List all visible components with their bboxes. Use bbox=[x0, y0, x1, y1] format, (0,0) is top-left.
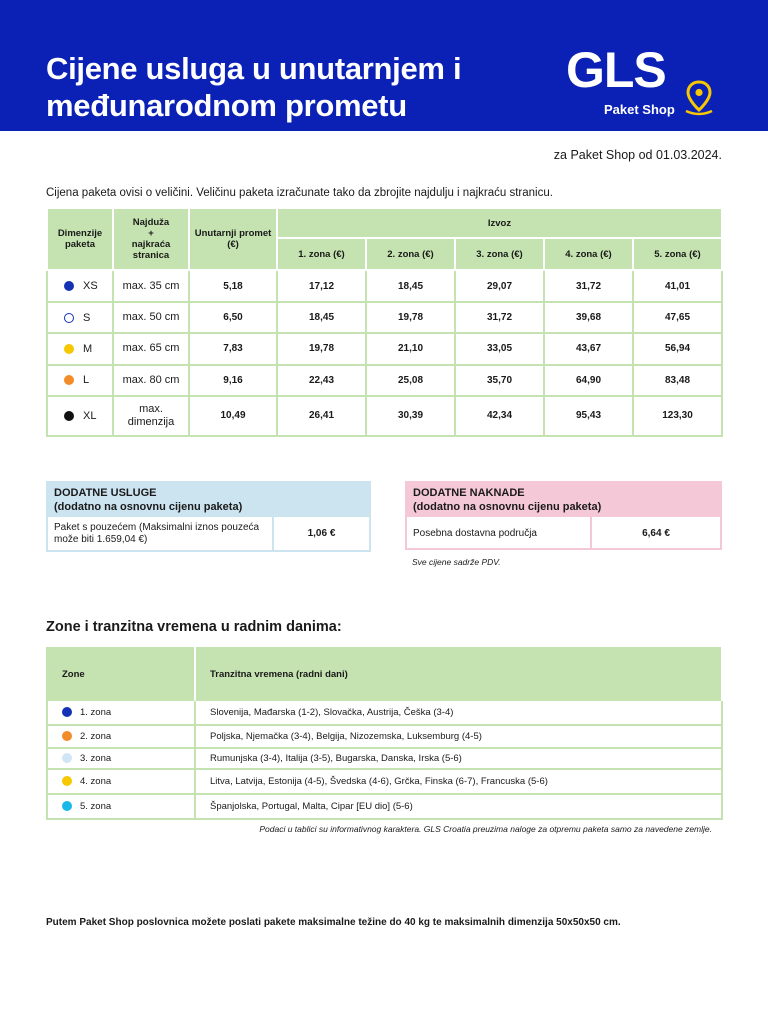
zone-dot-icon bbox=[62, 801, 72, 811]
zone-1-price-cell: 17,12 bbox=[277, 270, 366, 302]
zone-name-cell bbox=[47, 769, 195, 794]
zone-2-price-cell: 21,10 bbox=[366, 333, 455, 364]
col-longest-plus-shortest: Najduža + najkraća stranica bbox=[113, 208, 189, 270]
additional-services-box bbox=[46, 481, 371, 552]
price-table bbox=[46, 207, 723, 437]
special-area-row bbox=[407, 517, 720, 550]
col-domestic: Unutarnji promet (€) bbox=[189, 208, 277, 270]
title-line-2: međunarodnom prometu bbox=[46, 88, 407, 123]
size-label: L bbox=[83, 374, 90, 387]
max-size-cell: max. 50 cm bbox=[113, 302, 189, 333]
domestic-price-cell: 9,16 bbox=[189, 365, 277, 396]
zone-dot-icon bbox=[62, 753, 72, 763]
max-size-cell: max. 65 cm bbox=[113, 333, 189, 364]
additional-fees-box bbox=[405, 481, 722, 550]
zone-row bbox=[47, 748, 722, 769]
gls-logo bbox=[566, 42, 726, 125]
col-transit-times: Tranzitna vremena (radni dani) bbox=[195, 648, 722, 700]
header-banner bbox=[0, 0, 768, 131]
size-cell bbox=[47, 270, 113, 302]
zone-dot-icon bbox=[62, 707, 72, 717]
domestic-price-cell: 7,83 bbox=[189, 333, 277, 364]
zone-2-price-cell: 25,08 bbox=[366, 365, 455, 396]
size-dot-icon bbox=[64, 344, 74, 354]
zone-row bbox=[47, 769, 722, 794]
col-zone-4: 4. zona (€) bbox=[544, 238, 633, 270]
zone-3-price-cell: 33,05 bbox=[455, 333, 544, 364]
col-zone-3: 3. zona (€) bbox=[455, 238, 544, 270]
cod-label: Paket s pouzećem (Maksimalni iznos pouzeća može biti 1.659,04 €) bbox=[48, 517, 274, 550]
intro-text: Cijena paketa ovisi o veličini. Veličinu paketa izračunate tako da zbrojite najdulju i najkraću stranicu. bbox=[46, 187, 553, 199]
zone-3-price-cell: 29,07 bbox=[455, 270, 544, 302]
zone-4-price-cell: 64,90 bbox=[544, 365, 633, 396]
location-pin-icon bbox=[682, 80, 716, 116]
zone-2-price-cell: 19,78 bbox=[366, 302, 455, 333]
zone-4-price-cell: 43,67 bbox=[544, 333, 633, 364]
size-dot-icon bbox=[64, 313, 74, 323]
valid-from-date: za Paket Shop od 01.03.2024. bbox=[553, 148, 722, 162]
price-row bbox=[47, 396, 722, 436]
size-label: XS bbox=[83, 280, 98, 293]
zone-name-cell bbox=[47, 725, 195, 748]
zone-name-cell bbox=[47, 748, 195, 769]
special-area-label: Posebna dostavna područja bbox=[407, 517, 592, 550]
size-dot-icon bbox=[64, 411, 74, 421]
zone-3-price-cell: 35,70 bbox=[455, 365, 544, 396]
zone-label: 3. zona bbox=[80, 753, 112, 764]
transit-countries-cell: Španjolska, Portugal, Malta, Cipar [EU dio] (5-6) bbox=[195, 794, 722, 819]
zone-5-price-cell: 56,94 bbox=[633, 333, 722, 364]
size-cell bbox=[47, 365, 113, 396]
zone-5-price-cell: 41,01 bbox=[633, 270, 722, 302]
additional-fees-header: DODATNE NAKNADE (dodatno na osnovnu cijenu paketa) bbox=[407, 483, 720, 517]
col-zone: Zone bbox=[47, 648, 195, 700]
col-export: Izvoz bbox=[277, 208, 722, 238]
zone-5-price-cell: 47,65 bbox=[633, 302, 722, 333]
size-cell bbox=[47, 333, 113, 364]
size-cell bbox=[47, 302, 113, 333]
zone-5-price-cell: 123,30 bbox=[633, 396, 722, 436]
col-zone-2: 2. zona (€) bbox=[366, 238, 455, 270]
size-label: M bbox=[83, 342, 93, 355]
domestic-price-cell: 6,50 bbox=[189, 302, 277, 333]
zone-1-price-cell: 22,43 bbox=[277, 365, 366, 396]
price-row bbox=[47, 365, 722, 396]
domestic-price-cell: 10,49 bbox=[189, 396, 277, 436]
zone-label: 1. zona bbox=[80, 707, 112, 718]
zone-dot-icon bbox=[62, 776, 72, 786]
zone-1-price-cell: 26,41 bbox=[277, 396, 366, 436]
col-zone-5: 5. zona (€) bbox=[633, 238, 722, 270]
zone-3-price-cell: 31,72 bbox=[455, 302, 544, 333]
zone-4-price-cell: 95,43 bbox=[544, 396, 633, 436]
zone-label: 4. zona bbox=[80, 776, 112, 787]
zone-3-price-cell: 42,34 bbox=[455, 396, 544, 436]
max-size-cell: max. 35 cm bbox=[113, 270, 189, 302]
zone-row bbox=[47, 725, 722, 748]
zone-4-price-cell: 39,68 bbox=[544, 302, 633, 333]
transit-countries-cell: Litva, Latvija, Estonija (4-5), Švedska (4-6), Grčka, Finska (6-7), Francuska (5-6) bbox=[195, 769, 722, 794]
zone-name-cell bbox=[47, 794, 195, 819]
size-label: S bbox=[83, 311, 91, 324]
zone-label: 2. zona bbox=[80, 731, 112, 742]
transit-countries-cell: Rumunjska (3-4), Italija (3-5), Bugarska, Danska, Irska (5-6) bbox=[195, 748, 722, 769]
page-title bbox=[46, 50, 566, 124]
col-dimensions: Dimenzije paketa bbox=[47, 208, 113, 270]
price-row bbox=[47, 333, 722, 364]
title-line-1: Cijene usluga u unutarnjem i bbox=[46, 51, 462, 86]
zone-name-cell bbox=[47, 700, 195, 725]
logo-subtext: Paket Shop bbox=[604, 102, 675, 117]
size-dot-icon bbox=[64, 375, 74, 385]
size-dot-icon bbox=[64, 281, 74, 291]
price-row bbox=[47, 270, 722, 302]
max-size-cell: max. 80 cm bbox=[113, 365, 189, 396]
zones-section-title: Zone i tranzitna vremena u radnim danima: bbox=[46, 619, 342, 635]
zone-2-price-cell: 18,45 bbox=[366, 270, 455, 302]
price-row bbox=[47, 302, 722, 333]
zone-4-price-cell: 31,72 bbox=[544, 270, 633, 302]
zone-row bbox=[47, 700, 722, 725]
transit-countries-cell: Slovenija, Mađarska (1-2), Slovačka, Austrija, Češka (3-4) bbox=[195, 700, 722, 725]
logo-text: GLS bbox=[566, 42, 666, 98]
col-zone-1: 1. zona (€) bbox=[277, 238, 366, 270]
zone-1-price-cell: 19,78 bbox=[277, 333, 366, 364]
domestic-price-cell: 5,18 bbox=[189, 270, 277, 302]
cod-row bbox=[48, 517, 369, 550]
zone-row bbox=[47, 794, 722, 819]
zone-dot-icon bbox=[62, 731, 72, 741]
special-area-price: 6,64 € bbox=[642, 528, 670, 539]
zone-1-price-cell: 18,45 bbox=[277, 302, 366, 333]
size-label: XL bbox=[83, 409, 97, 422]
additional-services-header: DODATNE USLUGE (dodatno na osnovnu cijenu paketa) bbox=[48, 483, 369, 517]
vat-note: Sve cijene sadrže PDV. bbox=[412, 557, 501, 567]
size-cell bbox=[47, 396, 113, 436]
zones-note: Podaci u tablici su informativnog karaktera. GLS Croatia preuzima naloge za otpremu paketa samo za navedene zemlje. bbox=[259, 824, 712, 834]
zone-2-price-cell: 30,39 bbox=[366, 396, 455, 436]
zones-table bbox=[46, 647, 723, 820]
bottom-note: Putem Paket Shop poslovnica možete poslati pakete maksimalne težine do 40 kg te maksimalnih dimenzija 50x50x50 cm. bbox=[46, 917, 621, 928]
transit-countries-cell: Poljska, Njemačka (3-4), Belgija, Nizozemska, Luksemburg (4-5) bbox=[195, 725, 722, 748]
zone-label: 5. zona bbox=[80, 801, 112, 812]
cod-price: 1,06 € bbox=[307, 528, 336, 539]
max-size-cell: max. dimenzija bbox=[113, 396, 189, 436]
zone-5-price-cell: 83,48 bbox=[633, 365, 722, 396]
